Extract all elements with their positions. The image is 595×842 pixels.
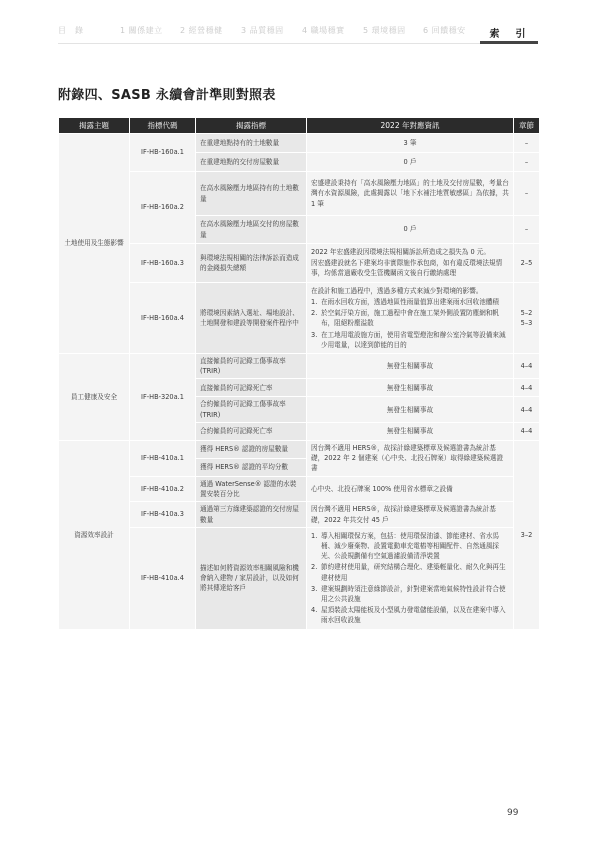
info-cell bbox=[307, 244, 514, 283]
metric-cell: 直接僱員的可記錄死亡率 bbox=[196, 379, 307, 397]
nav-tab-workplace[interactable]: 4 職場穩實 bbox=[302, 26, 345, 35]
chapter-cell: 3–2 bbox=[514, 440, 540, 629]
code-410a1: IF-HB-410a.1 bbox=[130, 440, 196, 476]
info-cell: 無發生相關事故 bbox=[307, 353, 514, 378]
table-row bbox=[59, 353, 540, 378]
nav-tab-contents[interactable]: 目 錄 bbox=[58, 26, 84, 35]
nav-tab-environment[interactable]: 5 環境穩固 bbox=[363, 26, 406, 35]
nav-tab-community[interactable]: 6 回饋穩安 bbox=[423, 26, 466, 35]
info-cell: 因台灣不適用 HERS®，故採計綠建築標章及候選證書為統計基礎，2022 年 2 個建案（心中央、北投石牌案）取得綠建築候選證書 bbox=[307, 440, 514, 476]
nav-tab-index[interactable]: 索 引 bbox=[489, 29, 529, 40]
metric-cell: 在重建地點的交付房屋數量 bbox=[196, 153, 307, 172]
metric-cell: 在重建地點持有的土地數量 bbox=[196, 134, 307, 153]
info-paragraph: 因宏盛建設就名下建案均非實際施作承包商，如有違反環境法規情事，均係當過廠收受生管機關函文後自行繳納處理 bbox=[311, 259, 503, 278]
chapter-cell: 4–4 bbox=[514, 353, 540, 378]
header-topic: 揭露主題 bbox=[59, 118, 130, 134]
info-paragraph: 在設計和施工過程中，透過多種方式來減少對環境的影響。 bbox=[311, 286, 483, 295]
metric-cell: 與環境法規相關的法律訴訟而造成的金錢損失總額 bbox=[196, 244, 307, 283]
info-paragraph: 2022 年宏盛建設因環境法規相關訴訟所造成之損失為 0 元。 bbox=[311, 248, 490, 256]
metric-cell: 合約僱員的可記錄工傷事故率(TRIR) bbox=[196, 397, 307, 422]
nav-tab-relationship[interactable]: 1 關係建立 bbox=[120, 26, 163, 35]
nav-tab-quality[interactable]: 3 品質穩固 bbox=[241, 26, 284, 35]
header-info: 2022 年對應資訊 bbox=[307, 118, 514, 134]
metric-cell: 直接僱員的可記錄工傷事故率(TRIR) bbox=[196, 353, 307, 378]
info-cell: 無發生相關事故 bbox=[307, 422, 514, 440]
topic-land-use: 土地使用及生態影響 bbox=[59, 134, 130, 354]
info-cell: 無發生相關事故 bbox=[307, 397, 514, 422]
chapter-cell: 4–4 bbox=[514, 397, 540, 422]
chapter-cell: 4–4 bbox=[514, 379, 540, 397]
metric-cell: 在高水風險壓力地區持有的土地數量 bbox=[196, 172, 307, 216]
info-list bbox=[311, 297, 509, 350]
code-160a1: IF-HB-160a.1 bbox=[130, 134, 196, 172]
info-list bbox=[311, 531, 509, 626]
table-row bbox=[59, 527, 540, 629]
nav-active-indicator bbox=[480, 41, 538, 44]
info-cell: 0 戶 bbox=[307, 153, 514, 172]
table-row bbox=[59, 282, 540, 353]
code-410a4: IF-HB-410a.4 bbox=[130, 527, 196, 629]
table-row bbox=[59, 244, 540, 283]
chapter-cell: – bbox=[514, 153, 540, 172]
metric-cell: 通過第三方綠建築認證的交付房屋數量 bbox=[196, 502, 307, 527]
page-title: 附錄四、SASB 永續會計準則對照表 bbox=[58, 88, 276, 103]
top-navigation bbox=[58, 25, 538, 45]
list-item: 2. 節約建材使用量，研究結構合理化、建築輕量化、耐久化與再生建材使用 bbox=[311, 563, 506, 582]
page-number: 99 bbox=[507, 808, 519, 818]
info-cell: 宏盛建設秉持有「高水風險壓力地區」的土地及交付房屋數，考量台灣有水資源風險，此處揭露以「地下水補注地質敏感區」為依據，共 1 筆 bbox=[307, 172, 514, 216]
metric-cell: 將環境因素納入選址、場地設計、土地開發和建設等開發案件程序中 bbox=[196, 282, 307, 353]
list-item: 1. 在雨水回收方面，透過地區性雨量值算出建案雨水回收池體積 bbox=[311, 297, 500, 306]
info-cell: 無發生相關事故 bbox=[307, 379, 514, 397]
info-cell: 3 筆 bbox=[307, 134, 514, 153]
chapter-cell: 5–2 5–3 bbox=[514, 282, 540, 353]
chapter-cell: 2–5 bbox=[514, 244, 540, 283]
info-cell: 0 戶 bbox=[307, 216, 514, 244]
metric-cell: 在高水風險壓力地區交付的房屋數量 bbox=[196, 216, 307, 244]
list-item: 3. 建案規劃時須注意綠節設計，針對建案當地氣候特性設計符合使用之公共設施 bbox=[311, 584, 506, 604]
topic-resource: 資源效率設計 bbox=[59, 440, 130, 629]
code-160a2: IF-HB-160a.2 bbox=[130, 172, 196, 244]
sasb-table bbox=[58, 117, 540, 630]
table-row bbox=[59, 440, 540, 458]
table-header-row bbox=[59, 118, 540, 134]
metric-cell: 描述如何將資源效率相關風險和機會納入建物 / 家居設計，以及如何將其傳達給客戶 bbox=[196, 527, 307, 629]
topic-safety: 員工健康及安全 bbox=[59, 353, 130, 440]
metric-cell: 獲得 HERS® 認證的房屋數量 bbox=[196, 440, 307, 458]
list-item: 4. 屋頂裝設太陽能板及小型風力發電儲能設備，以及在建案中導入雨水回收設施 bbox=[311, 606, 506, 625]
chapter-cell: – bbox=[514, 172, 540, 216]
nav-tab-operation[interactable]: 2 經營穩健 bbox=[180, 26, 223, 35]
chapter-cell: 4–4 bbox=[514, 422, 540, 440]
info-cell: 心中央、北投石牌案 100% 使用省水標章之設備 bbox=[307, 476, 514, 501]
list-item: 2. 於空氣汙染方面，施工過程中會在施工架外側設置防塵網和帆布，阻絕粉塵溢散 bbox=[311, 309, 500, 328]
table-row bbox=[59, 134, 540, 153]
code-320a1: IF-HB-320a.1 bbox=[130, 353, 196, 440]
info-cell bbox=[307, 282, 514, 353]
code-410a2: IF-HB-410a.2 bbox=[130, 476, 196, 501]
header-metric: 揭露指標 bbox=[196, 118, 307, 134]
table-row bbox=[59, 502, 540, 527]
metric-cell: 獲得 HERS® 認證的平均分數 bbox=[196, 458, 307, 476]
info-cell: 因台灣不適用 HERS®，故採計綠建築標章及候選證書為統計基礎，2022 年共交付 45 戶 bbox=[307, 502, 514, 527]
chapter-cell: – bbox=[514, 134, 540, 153]
code-160a3: IF-HB-160a.3 bbox=[130, 244, 196, 283]
table-row bbox=[59, 172, 540, 216]
metric-cell: 合約僱員的可記錄死亡率 bbox=[196, 422, 307, 440]
list-item: 1. 導入相關環保方案，包括：使用環保油漆、節能建材、省水馬桶、減少廢棄物、設置電動車充電樁等相關配件、自然通風採光、公設規劃備有空氣過濾設備清淨裝置 bbox=[311, 531, 500, 561]
header-code: 指標代碼 bbox=[130, 118, 196, 134]
code-160a4: IF-HB-160a.4 bbox=[130, 282, 196, 353]
chapter-cell: – bbox=[514, 216, 540, 244]
nav-divider bbox=[58, 43, 538, 44]
code-410a3: IF-HB-410a.3 bbox=[130, 502, 196, 527]
table-row bbox=[59, 476, 540, 501]
info-cell bbox=[307, 527, 514, 629]
header-chapter: 章節 bbox=[514, 118, 540, 134]
list-item: 3. 在工地用電設施方面，使用省電型燈泡和辦公室冷氣等設備來減少用電量，以達到節能的目的 bbox=[311, 330, 506, 349]
metric-cell: 通過 WaterSense® 認證的水裝置安裝百分比 bbox=[196, 476, 307, 501]
